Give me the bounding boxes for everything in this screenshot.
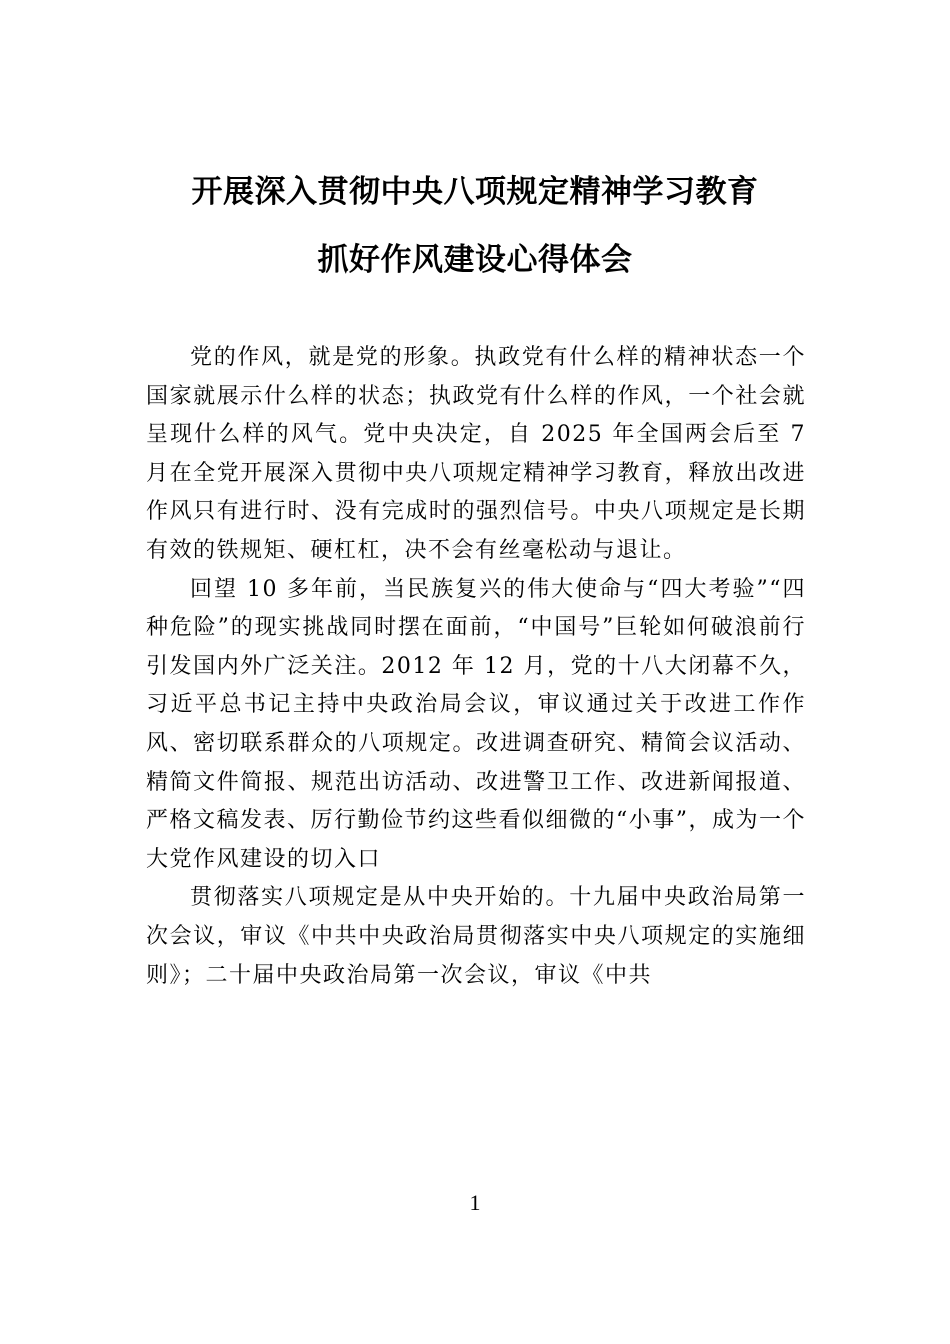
- document-title-line-2: 抓好作风建设心得体会: [317, 242, 633, 278]
- page-number: 1: [469, 1190, 481, 1215]
- document-body: [146, 339, 806, 995]
- paragraph-3: 贯彻落实八项规定是从中央开始的。十九届中央政治局第一次会议，审议《中共中央政治局贯彻落实中央八项规定的实施细则》；二十届中央政治局第一次会议，审议《中共: [146, 885, 806, 988]
- document-title-line-1: 开展深入贯彻中央八项规定精神学习教育: [191, 174, 759, 210]
- paragraph-1: 党的作风，就是党的形象。执政党有什么样的精神状态一个国家就展示什么样的状态；执政党有什么样的作风，一个社会就呈现什么样的风气。党中央决定，自 2025 年全国两会后至 7 月在全党开展深入贯彻中央八项规定精神学习教育，释放出改进作风只有进行时、没有完成时的强烈信号。中央八项规定是长期有效的铁规矩、硬杠杠，决不会有丝毫松动与退让。: [146, 345, 806, 563]
- paragraph-2: 回望 10 多年前，当民族复兴的伟大使命与“四大考验”“四种危险”的现实挑战同时摆在面前，“中国号”巨轮如何破浪前行引发国内外广泛关注。2012 年 12 月，党的十八大闭幕不久，习近平总书记主持中央政治局会议，审议通过关于改进工作作风、密切联系群众的八项规定。改进调查研究、精简会议活动、精简文件简报、规范出访活动、改进警卫工作、改进新闻报道、严格文稿发表、厉行勤俭节约这些看似细微的“小事”，成为一个大党作风建设的切入口: [146, 576, 806, 872]
